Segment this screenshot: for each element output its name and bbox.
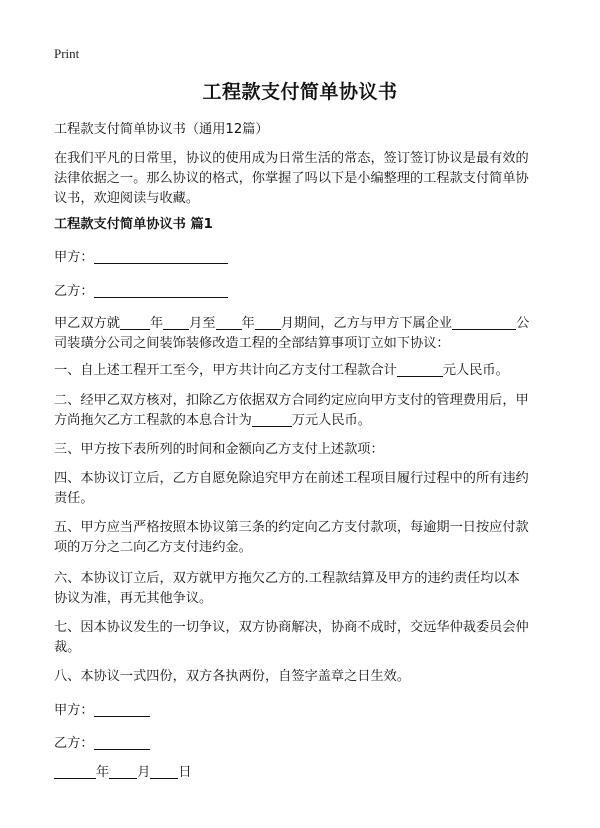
signature-b-label: 乙方： xyxy=(54,736,94,751)
paragraph-1-line-1 xyxy=(54,313,546,335)
print-link[interactable]: Print xyxy=(54,46,80,61)
section-heading: 工程款支付简单协议书 篇1 xyxy=(54,217,213,232)
party-a-line xyxy=(54,247,546,269)
clause-5-line-1: 五、甲方应当严格按照本协议第三条的约定向乙方支付款项，每逾期一日按应付款 xyxy=(54,520,529,535)
intro-line-1: 在我们平凡的日常里，协议的使用成为日常生活的常态，签订签订协议是最有效的 xyxy=(54,151,529,166)
intro-line-3: 议书，欢迎阅读与收藏。 xyxy=(54,191,200,206)
clause-2-text-b: 万元人民币。 xyxy=(291,413,371,428)
clause-2-blank-amount xyxy=(252,411,292,427)
clause-1-text-a: 一、自上述工程开工至今，甲方共计向乙方支付工程款合计 xyxy=(54,363,397,378)
p1-text-year: 年 xyxy=(149,316,164,331)
p1-blank-month xyxy=(163,314,189,330)
document-subtitle: 工程款支付简单协议书（通用12篇） xyxy=(54,122,269,137)
p1-text-a: 甲乙双方就 xyxy=(54,316,120,331)
party-a-blank xyxy=(94,248,228,264)
page-title: 工程款支付简单协议书 xyxy=(202,81,398,103)
clause-7-line-2: 裁。 xyxy=(54,640,81,655)
intro-line-2: 法律依据之一。那么协议的格式，你掌握了吗以下是小编整理的工程款支付简单协 xyxy=(54,171,529,186)
p1-text-year2: 年 xyxy=(241,316,255,331)
party-b-label: 乙方： xyxy=(54,284,94,299)
date-blank-month xyxy=(109,763,137,779)
p1-blank-year2 xyxy=(216,314,242,330)
party-b-blank xyxy=(94,282,228,298)
signature-a-line xyxy=(54,700,546,722)
p1-blank-month2 xyxy=(255,314,281,330)
date-year-label: 年 xyxy=(96,765,110,780)
party-a-label: 甲方： xyxy=(54,250,94,265)
clause-1-blank-amount xyxy=(397,361,443,377)
date-month-label: 月 xyxy=(137,765,151,780)
signature-b-line xyxy=(54,733,546,755)
signing-date xyxy=(54,762,546,784)
signature-b-blank xyxy=(94,734,150,750)
paragraph-1-line-2: 司装璜分公司之间装饰装修改造工程的全部结算事项订立如下协议： xyxy=(54,336,450,351)
clause-4-line-2: 责任。 xyxy=(54,491,94,506)
signature-a-blank xyxy=(94,701,150,717)
p1-text-rest: 月期间，乙方与甲方下属企业 xyxy=(280,316,453,331)
clause-3: 三、甲方按下表所列的时间和金额向乙方支付上述款项： xyxy=(54,442,384,457)
clause-6-line-2: 协议为准，再无其他争议。 xyxy=(54,591,213,606)
party-b-line xyxy=(54,281,546,303)
clause-7-line-1: 七、因本协议发生的一切争议，双方协商解决，协商不成时，交远华仲裁委员会仲 xyxy=(54,620,529,635)
clause-1 xyxy=(54,360,546,382)
signature-a-label: 甲方： xyxy=(54,703,94,718)
clause-4-line-1: 四、本协议订立后，乙方自愿免除追究甲方在前述工程项目履行过程中的所有违约 xyxy=(54,471,529,486)
p1-blank-year xyxy=(120,314,150,330)
clause-2-line-1: 二、经甲乙双方核对，扣除乙方依据双方合同约定应向甲方支付的管理费用后，甲 xyxy=(54,393,529,408)
p1-text-month-to: 月至 xyxy=(189,316,216,331)
date-blank-year xyxy=(54,763,96,779)
clause-5-line-2: 项的万分之二向乙方支付违约金。 xyxy=(54,540,252,555)
clause-8: 八、本协议一式四份，双方各执两份，自签字盖章之日生效。 xyxy=(54,669,411,684)
clause-6-line-1: 六、本协议订立后，双方就甲方拖欠乙方的.工程款结算及甲方的违约责任均以本 xyxy=(54,571,520,586)
date-day-label: 日 xyxy=(178,765,192,780)
clause-2-line-2 xyxy=(54,410,546,432)
p1-text-end: 公 xyxy=(516,316,530,331)
p1-blank-company xyxy=(452,314,516,330)
clause-1-text-b: 元人民币。 xyxy=(442,363,509,378)
clause-2-text-a: 方尚拖欠乙方工程款的本息合计为 xyxy=(54,413,252,428)
date-blank-day xyxy=(150,763,178,779)
